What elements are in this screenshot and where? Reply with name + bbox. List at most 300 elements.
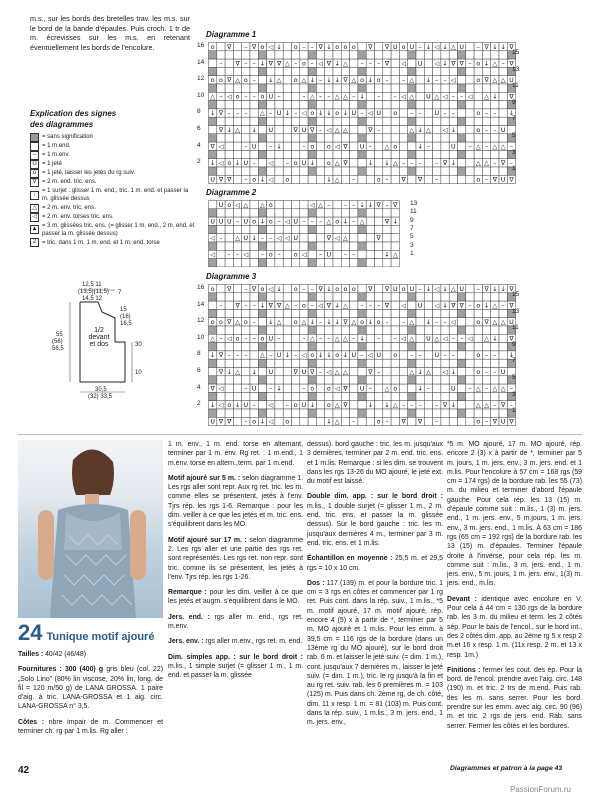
svg-text:∇: ∇ [459,60,464,68]
svg-text:–: – [269,235,273,242]
svg-text:U: U [276,352,282,360]
svg-text:–: – [368,385,372,393]
row-number: 7 [410,224,414,232]
svg-text:◁: ◁ [442,126,448,134]
svg-text:△: △ [284,60,290,68]
svg-text:△: △ [450,43,456,51]
paragraph-text: selon diagramme 1. Les rgs aller sont repr. Aux rg ret. tric. les m. comme elles se présentent, jetés à l'env. Tjrs rép. les rgs 1-6. Remarque : pour les dim. veiller à ce que les jetés et m. tric. ens. s'équilibrent dans les MO. [168,474,303,529]
svg-text:∇: ∇ [509,418,514,426]
svg-text:o: o [393,385,398,393]
svg-text:∇: ∇ [310,368,315,376]
svg-text:↓: ↓ [259,302,266,310]
svg-text:◁: ◁ [434,285,440,293]
svg-text:–: – [310,302,314,310]
svg-text:U: U [210,176,215,184]
svg-text:∇: ∇ [368,126,373,134]
svg-text:↓: ↓ [492,43,498,51]
svg-text:△: △ [409,368,415,376]
svg-text:↓: ↓ [508,110,515,118]
svg-text:↓: ↓ [259,176,266,184]
svg-text:U: U [392,285,398,293]
svg-text:o: o [343,285,348,293]
svg-text:–: – [277,251,281,259]
svg-text:∇: ∇ [492,418,497,426]
svg-text:↓: ↓ [251,368,257,376]
svg-text:o: o [335,352,340,360]
svg-text:–: – [277,218,281,226]
svg-text:↓: ↓ [334,77,340,84]
svg-text:◁: ◁ [334,385,340,393]
svg-text:–: – [219,235,223,242]
svg-text:∇: ∇ [227,319,232,326]
knitting-chart [208,42,516,184]
svg-text:↓: ↓ [234,402,241,409]
svg-text:–: – [426,143,431,151]
svg-text:△: △ [260,201,265,209]
svg-text:∇: ∇ [218,352,224,360]
svg-text:o: o [310,110,315,118]
svg-text:△: △ [500,319,506,326]
svg-text:∇: ∇ [343,319,348,326]
svg-text:–: – [352,218,356,226]
svg-text:o: o [376,77,381,84]
svg-text:↓: ↓ [342,218,349,226]
svg-text:–: – [227,251,231,259]
row-number: 7 [512,115,516,123]
svg-text:–: – [244,285,248,293]
paragraph-text: rgs aller m. end., rgs ret. m.env. [168,613,303,631]
svg-text:–: – [285,160,289,167]
svg-text:◁: ◁ [401,335,406,343]
svg-text:–: – [277,335,281,343]
svg-text:–: – [484,176,489,184]
svg-text:↓: ↓ [417,143,423,151]
diagram-2-title: Diagramme 2 [206,188,257,197]
svg-text:o: o [260,93,265,101]
svg-text:–: – [426,385,431,393]
svg-text:o: o [210,77,215,84]
svg-text:∇: ∇ [384,43,390,51]
legend-item [30,213,195,222]
svg-text:–: – [385,418,389,426]
svg-text:o: o [260,335,265,343]
svg-text:↓: ↓ [367,77,373,84]
svg-text:o: o [476,77,481,84]
svg-text:◁: ◁ [301,352,307,360]
svg-text:–: – [318,368,323,376]
svg-text:↓: ↓ [425,77,432,84]
legend-symbol-icon [30,142,39,151]
paragraph-label: Remarque : [168,589,207,597]
svg-text:∇: ∇ [451,60,456,68]
row-number: 5 [512,132,516,139]
svg-text:◁: ◁ [367,352,373,360]
svg-text:↓: ↓ [251,126,257,134]
svg-text:–: – [410,110,414,118]
model-photo [18,440,163,618]
svg-text:↓: ↓ [210,352,216,360]
svg-text:↓: ↓ [284,110,290,118]
svg-text:o: o [393,110,398,118]
svg-text:◁: ◁ [284,235,290,242]
legend-text: = 1 jeté, laisser les jetés du rg suiv. [42,170,136,177]
svg-text:△: △ [284,302,290,310]
row-number: 9 [512,98,516,106]
garment-schema [40,282,200,412]
svg-text:△: △ [450,285,456,293]
svg-text:△: △ [343,60,348,68]
paragraph-label: Motif ajouré sur 5 m. : [168,474,241,482]
svg-text:◁: ◁ [276,235,282,242]
paragraph-label: Jers. env. : [168,638,204,646]
svg-text:–: – [244,43,248,51]
svg-text:–: – [252,335,256,343]
paragraph-label: Échantillon en moyenne : [307,555,393,563]
svg-text:◁: ◁ [434,60,440,68]
row-number: 7 [512,357,516,365]
svg-text:–: – [219,60,223,68]
svg-text:∇: ∇ [459,302,464,310]
svg-text:∇: ∇ [326,235,331,242]
paragraph-text: pour les dim. veiller à ce que les jetés et augm. s'équilibrent dans le MO. [168,589,303,606]
svg-text:◁: ◁ [318,302,323,310]
paragraph [307,579,443,728]
legend-text: = tric. dans 1 m. 1 m. end. et 1 m. end. torse [42,239,160,246]
paragraph [168,474,303,530]
svg-text:U: U [459,285,464,293]
svg-text:↓: ↓ [326,319,332,326]
legend-item [30,142,195,151]
svg-text:–: – [244,93,248,101]
paragraph-text: rgs aller m.env., rgs ret. m. end. [203,638,303,646]
paragraph-label: Fournitures : 300 (400) g [18,666,104,674]
legend-text: = sans signification [42,134,93,141]
svg-text:U: U [268,93,274,101]
svg-text:∇: ∇ [293,368,298,376]
svg-text:↓: ↓ [417,368,423,376]
model-heading [18,620,154,646]
svg-text:–: – [235,218,240,226]
svg-text:U: U [243,218,249,226]
paragraph-text: 1 m. env., 1 m. end. torse en alternant, terminer par 1 m. env. Rg ret. : 1 m.end., 1 m.env. torse en altern.,term. par 1 m.end. [168,441,303,467]
svg-text:◁: ◁ [326,126,332,134]
svg-text:↓: ↓ [234,160,241,167]
svg-text:o: o [326,143,331,151]
svg-text:–: – [269,143,273,151]
svg-text:–: – [484,385,489,393]
row-number: 14 [197,300,205,308]
paragraph-text: m.lis., 1 double surjet (= glisser 1 m., 2 m. end. tric. ens. et passer la m. glissée dessus). Sur le bord gauche : tric. les m. jusqu'aux dernières 4 m., terminer par 3 m. end. tric. ens. et 1 m.lis. [307,502,443,547]
svg-text:o: o [260,285,265,293]
svg-text:o: o [235,335,240,343]
paragraph-label: Dim. simples app. : sur le bord droit : [168,653,303,661]
svg-text:o: o [476,110,481,118]
svg-text:–: – [327,93,331,101]
svg-text:U: U [301,402,307,409]
legend-symbol-icon: ◁ [30,213,39,222]
legend-symbol-icon: 2 [30,238,39,247]
svg-text:–: – [460,335,464,343]
svg-text:△: △ [351,319,357,326]
svg-text:△: △ [301,77,307,84]
svg-text:◁: ◁ [210,251,216,259]
row-number: 11 [512,82,519,90]
row-number: 15 [512,291,520,298]
svg-text:U: U [500,418,506,426]
svg-text:–: – [460,93,464,101]
svg-text:◁: ◁ [450,319,456,326]
svg-text:–: – [360,110,364,118]
svg-text:–: – [443,352,447,360]
row-number: 10 [197,333,205,341]
svg-text:o: o [351,285,356,293]
svg-text:↓: ↓ [425,43,432,51]
svg-text:◁: ◁ [309,201,315,209]
svg-text:↓: ↓ [450,402,456,409]
legend-item [30,222,195,239]
model-illustration [18,440,163,618]
svg-text:∇: ∇ [218,126,224,134]
svg-text:∇: ∇ [484,319,489,326]
svg-text:△: △ [276,319,282,326]
svg-text:↓: ↓ [492,93,498,101]
svg-text:U: U [268,335,274,343]
model-title: Tunique motif ajouré [46,631,155,643]
svg-text:–: – [435,77,439,84]
svg-text:U: U [500,126,506,134]
svg-text:–: – [277,93,281,101]
svg-text:△: △ [351,77,357,84]
schema-left55: 55 [56,332,63,338]
svg-text:∇: ∇ [501,160,506,167]
svg-text:–: – [244,385,248,393]
paragraph [168,536,303,582]
svg-text:∇: ∇ [509,43,514,51]
svg-text:△: △ [484,93,489,101]
svg-text:–: – [244,110,248,118]
row-number: 13 [410,200,418,207]
svg-text:–: – [385,201,389,209]
svg-text:∇: ∇ [451,302,456,310]
svg-text:∇: ∇ [401,176,406,184]
svg-text:–: – [302,93,306,101]
svg-text:–: – [302,143,306,151]
svg-text:↓: ↓ [442,285,448,293]
svg-text:U: U [376,352,381,360]
svg-text:–: – [418,285,422,293]
svg-text:–: – [418,160,422,167]
svg-text:△: △ [343,126,348,134]
svg-text:–: – [468,385,472,393]
svg-text:↓: ↓ [317,110,324,118]
svg-text:∇: ∇ [343,143,348,151]
svg-text:△: △ [500,385,506,393]
legend-text: = 2 m. env. tric. ens. [42,204,96,211]
svg-text:–: – [302,218,306,226]
svg-text:∇: ∇ [401,418,406,426]
svg-text:U: U [451,143,456,151]
svg-text:∇: ∇ [276,60,282,68]
svg-text:U: U [434,352,440,360]
svg-text:U: U [409,285,415,293]
legend-item [30,151,195,160]
svg-text:△: △ [301,319,307,326]
svg-text:↓: ↓ [309,77,315,84]
svg-text:–: – [418,43,422,51]
intro-text: m.s., sur les bords des bretelles trav. les m.s. sur le bord de la bande d'épaules. Puis croch. 1 tr de m. écrevisses sur les m.s. en retenant éventuellement les bords de l'encolure. [30,14,190,52]
svg-text:o: o [302,60,306,68]
svg-text:◁: ◁ [442,93,448,101]
svg-text:o: o [243,77,248,84]
svg-text:U: U [509,77,514,84]
svg-text:∇: ∇ [343,402,348,409]
svg-text:U: U [451,385,456,393]
paragraph [168,613,303,632]
legend-item [30,187,195,204]
svg-text:↓: ↓ [309,319,315,326]
svg-text:–: – [244,60,248,68]
paragraph-text: nbre impair de m. Commencer et terminer ch. rg par 1 m.lis. Rg aller : [18,718,163,736]
svg-text:–: – [294,60,298,68]
svg-text:o: o [326,385,331,393]
svg-text:↓: ↓ [417,126,423,134]
svg-text:△: △ [434,335,440,343]
svg-text:o: o [252,418,257,426]
svg-text:◁: ◁ [434,302,440,310]
svg-text:U: U [218,218,224,226]
svg-text:△: △ [334,126,340,134]
svg-text:△: △ [409,77,415,84]
svg-text:△: △ [484,335,489,343]
legend-text: = 2 m. env. torses tric. ens. [42,213,114,220]
svg-text:–: – [360,352,364,360]
svg-text:–: – [484,110,489,118]
svg-text:↓: ↓ [326,43,332,51]
svg-text:↓: ↓ [259,60,266,68]
legend-item [30,169,195,178]
svg-text:o: o [310,352,315,360]
svg-text:–: – [451,93,455,101]
svg-text:↓: ↓ [326,77,332,84]
row-number: 15 [512,49,520,56]
svg-text:–: – [509,385,514,393]
row-number: 1 [512,407,516,415]
svg-text:∇: ∇ [235,302,240,310]
diagram-1-title: Diagramme 1 [206,30,257,39]
svg-text:◁: ◁ [434,43,440,51]
svg-text:∇: ∇ [210,143,215,151]
row-number: 4 [197,383,201,391]
svg-text:–: – [476,43,480,51]
svg-text:∇: ∇ [368,285,373,293]
svg-text:◁: ◁ [284,218,290,226]
svg-text:◁: ◁ [268,418,274,426]
svg-text:△: △ [235,126,240,134]
svg-text:△: △ [492,385,498,393]
svg-text:–: – [368,302,372,310]
paragraph [447,440,582,589]
row-number: 2 [197,400,201,408]
svg-text:–: – [252,302,256,310]
svg-text:o: o [326,160,331,167]
svg-text:–: – [352,335,356,343]
svg-text:o: o [401,43,406,51]
svg-text:o: o [235,93,240,101]
svg-text:–: – [310,218,314,226]
svg-text:–: – [435,160,439,167]
svg-text:◁: ◁ [334,143,340,151]
svg-text:↓: ↓ [210,110,216,118]
svg-text:–: – [435,402,439,409]
svg-text:↓: ↓ [342,352,349,360]
svg-text:–: – [343,201,348,209]
svg-text:–: – [352,251,356,259]
svg-text:∇: ∇ [384,302,390,310]
svg-text:∇: ∇ [293,126,298,134]
svg-text:∇: ∇ [442,402,448,409]
schema-right30: 30 [135,342,142,348]
svg-text:↓: ↓ [309,402,315,409]
svg-text:↓: ↓ [442,302,448,310]
knitting-chart [208,284,516,426]
svg-text:o: o [376,176,381,184]
legend-symbol-icon [30,133,39,142]
svg-text:↓: ↓ [326,418,332,426]
svg-text:◁: ◁ [467,335,473,343]
svg-text:△: △ [475,160,481,167]
svg-text:U: U [218,201,224,209]
schema-left56: (56) [52,339,63,345]
svg-text:↓: ↓ [450,126,456,134]
legend-text: = 1 surjet : glisser 1 m. end., tric. 1 m. end. et passer la m. glissée dessus [42,188,189,203]
svg-text:◁: ◁ [401,302,406,310]
schema-right16: (16) [120,314,131,320]
svg-text:o: o [326,402,331,409]
svg-text:△: △ [334,418,340,426]
svg-text:U: U [417,60,423,68]
svg-text:△: △ [210,335,216,343]
svg-text:o: o [335,285,340,293]
svg-text:△: △ [492,77,498,84]
svg-text:o: o [393,143,398,151]
row-number: 16 [197,42,205,49]
svg-text:–: – [244,335,248,343]
svg-text:↓: ↓ [483,60,490,68]
svg-text:U: U [268,368,274,376]
svg-text:U: U [392,43,398,51]
svg-text:–: – [252,402,256,409]
legend-symbol-icon: U [30,160,39,169]
schema-side7: 7 [118,290,122,296]
svg-text:U: U [226,218,232,226]
svg-text:◁: ◁ [210,235,216,242]
svg-text:–: – [260,251,265,259]
svg-text:∇: ∇ [484,285,489,293]
legend-text: = 2 m. end. tric. ens. [42,179,97,186]
svg-text:↓: ↓ [226,126,232,134]
svg-text:–: – [484,143,489,151]
svg-text:↓: ↓ [417,385,423,393]
paragraph [307,440,443,486]
svg-text:U: U [243,235,249,242]
svg-text:△: △ [492,60,498,68]
svg-text:o: o [476,126,481,134]
svg-text:U: U [359,385,365,393]
svg-text:△: △ [343,335,348,343]
svg-text:–: – [269,110,273,118]
svg-text:o: o [476,352,481,360]
svg-text:–: – [244,302,248,310]
